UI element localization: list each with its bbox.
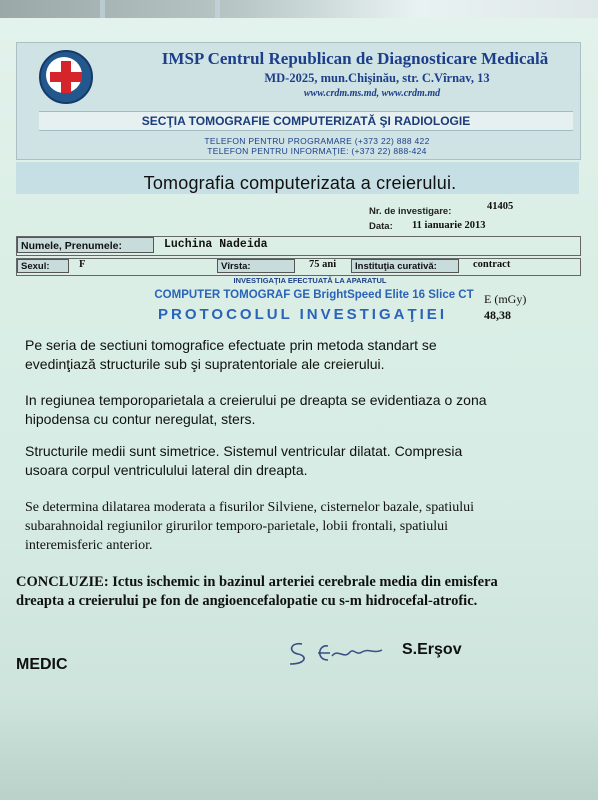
phone-appointments: TELEFON PENTRU PROGRAMARE (+373 22) 888 422 [204,136,430,146]
patient-name-label: Numele, Prenumele: [17,237,154,253]
patient-age: 75 ani [309,259,337,270]
finding-line: evedinţiază structurile sub şi supratentoriale ale creierului. [25,356,385,372]
institution-website: www.crdm.ms.md, www.crdm.md [303,88,441,99]
finding-line: subarahnoidal regiunilor girurilor temporo-parietale, lobii frontali, spatiului [25,519,448,534]
equipment-device: COMPUTER TOMOGRAF GE BrightSpeed Elite 16 Slice CT [154,289,474,301]
dose-value: 48,38 [484,308,511,322]
finding-line: interemisferic anterior. [25,538,153,553]
finding-line: usoara corpul ventriculului lateral din dreapta. [25,462,308,478]
investigation-date: 11 ianuarie 2013 [412,220,486,231]
phone-info: TELEFON PENTRU INFORMAŢIE: (+373 22) 888-424 [207,146,427,156]
conclusion-label: CONCLUZIE: [16,574,109,590]
patient-name: Luchina Nadeida [164,238,268,251]
protocol-title: PROTOCOLUL INVESTIGAŢIEI [158,306,447,323]
finding-line: Structurile medii sunt simetrice. Sistemul ventricular dilatat. Compresia [25,443,463,459]
conclusion-line-2: dreapta a creierului pe fon de angioencefalopatie cu s-m hidrocefal-atrofic. [16,593,478,609]
finding-line: Pe seria de sectiuni tomografice efectuate prin metoda standart se [25,337,437,353]
finding-paragraph-4 [25,498,474,555]
document-title: Tomografia computerizata a creierului. [143,173,457,193]
date-label: Data: [369,221,393,232]
investigation-number: 41405 [487,201,514,212]
page-shadow [0,700,598,800]
handwritten-signature [282,634,392,674]
doctor-name: S.Erşov [402,641,462,658]
finding-paragraph-1 [25,336,437,374]
conclusion-line-1: Ictus ischemic in bazinul arteriei cerebrale media din emisfera [108,574,498,590]
medical-cross-logo-icon [39,50,93,104]
institution-name: IMSP Centrul Republican de Diagnosticare Medicală [161,49,549,68]
investigation-number-label: Nr. de investigare: [369,206,452,217]
finding-paragraph-3 [25,442,462,480]
medic-label: MEDIC [16,656,68,673]
patient-sex: F [79,259,86,270]
finding-paragraph-2 [25,391,487,429]
patient-name-row [16,236,581,256]
institution-label: Instituţia curativă: [351,259,459,273]
referring-institution: contract [473,259,511,270]
age-label: Vîrsta: [217,259,295,273]
patient-info-row [16,258,581,276]
letterhead [16,42,581,160]
finding-line: Se determina dilatarea moderata a fisurilor Silviene, cisternelor bazale, spatiului [25,500,474,515]
dose-label: E (mGy) [484,292,527,306]
finding-line: In regiunea temporoparietala a creierului pe dreapta se evidentiaza o zona [25,392,487,408]
conclusion [16,573,586,611]
department-title: SECŢIA TOMOGRAFIE COMPUTERIZATĂ ŞI RADIOLOGIE [39,111,573,131]
sex-label: Sexul: [17,259,69,273]
institution-address: MD-2025, mun.Chişinău, str. C.Vîrnav, 13 [264,71,490,85]
equipment-note: INVESTIGAŢIA EFECTUATĂ LA APARATUL [233,276,387,285]
finding-line: hipodensa cu contur neregulat, sters. [25,411,256,427]
